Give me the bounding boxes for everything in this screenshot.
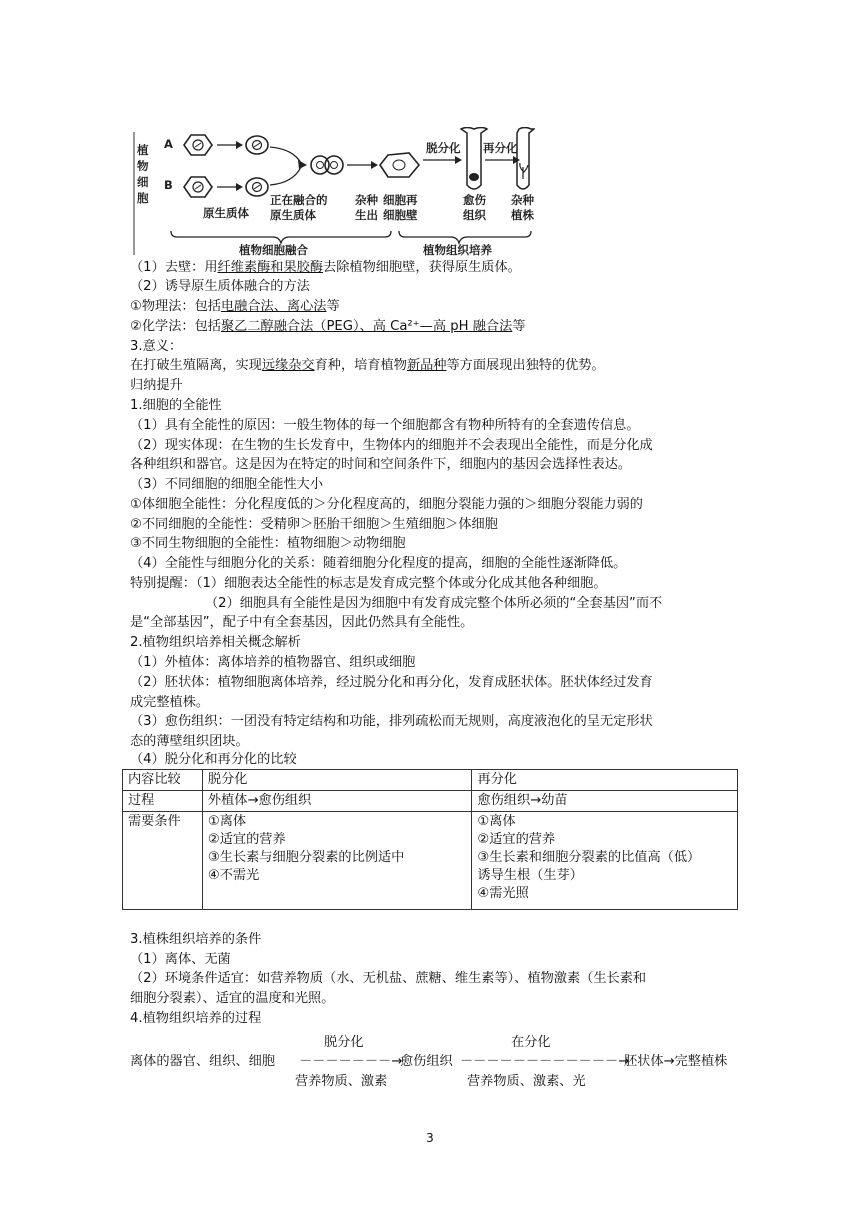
diagram-label-hybrid-3: 生出 — [355, 208, 378, 222]
text-line: （4）脱分化和再分化的比较 — [130, 752, 297, 767]
text-line: 各种组织和器官。这是因为在特定的时间和空间条件下，细胞内的基因会选择性表达。 — [130, 457, 632, 472]
table-row — [123, 812, 738, 910]
table-header-cell: 内容比较 — [123, 770, 203, 791]
diagram-label-hybrid-plant-1: 杂种 — [511, 193, 534, 207]
flow-label-above-1: 脱分化 — [324, 1035, 364, 1050]
text-line: ①体细胞全能性：分化程度低的＞分化程度高的，细胞分裂能力强的＞细胞分裂能力弱的 — [130, 497, 643, 512]
table-row — [123, 791, 738, 812]
condition-item: ③生长素和细胞分裂素的比值高（低） — [477, 850, 701, 865]
condition-item: ②适宜的营养 — [477, 832, 556, 847]
diagram-label-plant-cell-3: 细 — [137, 175, 149, 189]
table-row — [123, 770, 738, 791]
section-heading: 2.植物组织培养相关概念解析 — [130, 635, 301, 650]
text-line: 成完整植株。 — [130, 695, 210, 710]
condition-item: ②适宜的营养 — [207, 832, 286, 847]
text-line: （3）愈伤组织：一团没有特定结构和功能，排列疏松而无规则，高度液泡化的呈无定形状 — [130, 714, 653, 729]
diagram-label-fusing-2: 原生质体 — [270, 208, 316, 222]
protoplast-fusion-diagram — [133, 127, 535, 257]
text-line: ①物理法：包括电融合法、离心法等 — [130, 299, 340, 314]
diagram-label-plant-cell-2: 物 — [137, 159, 149, 173]
table-header-cell: 再分化 — [472, 770, 738, 791]
diagram-label-hybrid-2: 细胞再 — [383, 193, 418, 207]
table-cell: 愈伤组织→幼苗 — [472, 791, 738, 812]
text-line: （2）环境条件适宜：如营养物质（水、无机盐、蔗糖、维生素等）、植物激素（生长素和 — [130, 971, 647, 986]
condition-item: ③生长素与细胞分裂素的比例适中 — [207, 850, 405, 865]
diagram-label-hybrid-plant-2: 植株 — [511, 208, 534, 222]
text-line: （1）具有全能性的原因：一般生物体的每一个细胞都含有物种所特有的全套遗传信息。 — [130, 418, 640, 433]
flow-end: 胚状体→完整植株 — [624, 1054, 728, 1069]
table-header-cell: 脱分化 — [202, 770, 472, 791]
section-heading: 3.意义： — [130, 339, 183, 354]
text-line: ②不同细胞的全能性：受精卵＞胚胎干细胞＞生殖细胞＞体细胞 — [130, 517, 498, 532]
diagram-label-callus-1: 愈伤 — [463, 193, 486, 207]
section-heading: 4.植物组织培养的过程 — [130, 1011, 262, 1026]
diagram-label-b: B — [164, 178, 173, 192]
condition-item: ①离体 — [207, 814, 247, 829]
flow-mid: 愈伤组织 — [400, 1054, 453, 1069]
comparison-table — [122, 769, 738, 910]
diagram-label-protoplast: 原生质体 — [203, 206, 249, 220]
text-line: 是“全部基因”，配子中有全套基因，因此仍然具有全能性。 — [130, 615, 474, 630]
test-tube-callus-icon — [461, 128, 487, 190]
page-number: 3 — [426, 1131, 434, 1145]
table-cell: 过程 — [123, 791, 203, 812]
text-line: （3）不同细胞的细胞全能性大小 — [130, 477, 324, 492]
flow-arrow-2: －－－－－－－－－－－－→ — [460, 1054, 630, 1069]
hybrid-cell-icon — [380, 153, 419, 177]
diagram-label-hybrid-4: 细胞壁 — [383, 208, 418, 222]
diagram-label-dedifferentiation: 脱分化 — [426, 141, 461, 155]
text-line: （2）现实体现：在生物的生长发育中，生物体内的细胞并不会表现出全能性，而是分化成 — [130, 438, 653, 453]
text-line: （2）细胞具有全能性是因为细胞中有发育成完整个体所必须的“全套基因”而不 — [205, 596, 663, 611]
diagram-label-redifferentiation: 再分化 — [483, 141, 518, 155]
plant-cell-a-icon — [184, 135, 212, 155]
flow-arrow-1: －－－－－－－→ — [299, 1054, 403, 1069]
text-line: （4）全能性与细胞分化的关系：随着细胞分化程度的提高，细胞的全能性逐渐降低。 — [130, 556, 627, 571]
flow-label-below-1: 营养物质、激素 — [295, 1074, 388, 1089]
condition-item: 诱导生根（生芽） — [477, 868, 583, 883]
diagram-label-callus-2: 组织 — [463, 208, 486, 222]
text-line: （2）胚状体：植物细胞离体培养，经过脱分化和再分化，发育成胚状体。胚状体经过发育 — [130, 675, 653, 690]
diagram-label-culture-section: 植物组织培养 — [423, 243, 492, 257]
diagram-label-plant-cell-4: 胞 — [137, 191, 149, 205]
table-cell: 外植体→愈伤组织 — [202, 791, 472, 812]
section-heading: 3.植株组织培养的条件 — [130, 932, 262, 947]
diagram-label-fusion-section: 植物细胞融合 — [239, 243, 308, 257]
table-cell — [202, 812, 472, 910]
diagram-label-plant-cell-1: 植 — [137, 143, 149, 157]
text-line: ③不同生物细胞的全能性：植物细胞＞动物细胞 — [130, 536, 406, 551]
condition-item: ④需光照 — [477, 886, 529, 901]
text-line: 特别提醒：（1）细胞表达全能性的标志是发育成完整个体或分化成其他各种细胞。 — [130, 576, 607, 591]
text-line: （2）诱导原生质体融合的方法 — [130, 279, 310, 294]
fusing-protoplasts-icon — [311, 156, 343, 174]
flow-label-below-2: 营养物质、激素、光 — [467, 1074, 586, 1089]
text-line: 细胞分裂素）、适宜的温度和光照。 — [130, 991, 335, 1006]
text-line: （1）去壁：用纤维素酶和果胶酶去除植物细胞壁，获得原生质体。 — [130, 260, 521, 275]
table-cell — [472, 812, 738, 910]
table-cell: 需要条件 — [123, 812, 203, 910]
diagram-label-hybrid-1: 杂种 — [355, 193, 378, 207]
text-line: ②化学法：包括聚乙二醇融合法（PEG）、高 Ca²⁺—高 pH 融合法等 — [130, 319, 526, 334]
test-tube-plant-icon — [517, 128, 534, 190]
section-heading: 1.细胞的全能性 — [130, 398, 222, 413]
condition-item: ①离体 — [477, 814, 516, 829]
text-line: （1）外植体：离体培养的植物器官、组织或细胞 — [130, 655, 416, 670]
flow-label-above-2: 在分化 — [511, 1035, 551, 1050]
diagram-label-a: A — [164, 137, 173, 151]
text-line: 态的薄壁组织团块。 — [130, 734, 249, 749]
protoplast-a-icon — [246, 136, 268, 154]
condition-item: ④不需光 — [207, 868, 260, 883]
text-line: （1）离体、无菌 — [130, 952, 231, 967]
text-line: 在打破生殖隔离，实现远缘杂交育种，培育植物新品种等方面展现出独特的优势。 — [130, 358, 605, 373]
flow-start: 离体的器官、组织、细胞 — [130, 1054, 276, 1069]
diagram-label-fusing-1: 正在融合的 — [270, 193, 328, 207]
plant-cell-b-icon — [184, 177, 212, 197]
section-heading: 归纳提升 — [130, 378, 183, 393]
protoplast-b-icon — [246, 178, 268, 196]
